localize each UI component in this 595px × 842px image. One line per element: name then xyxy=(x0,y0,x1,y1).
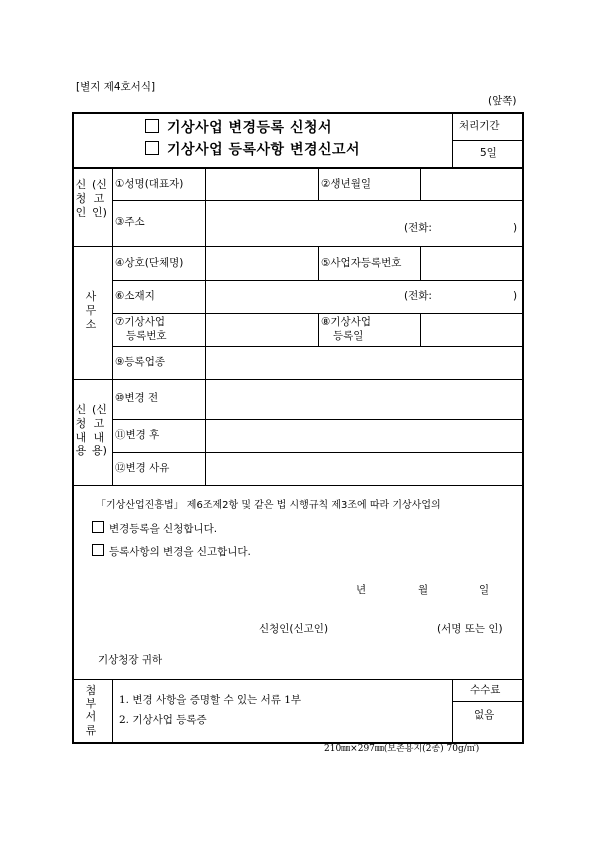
office-section-label: 사 무 소 xyxy=(85,290,97,331)
business-registration-label: ⑤사업자등록번호 xyxy=(321,257,402,269)
attachment-item-1: 1. 변경 사항을 증명할 수 있는 서류 1부 xyxy=(119,694,302,706)
addressee: 기상청장 귀하 xyxy=(98,654,163,666)
day-label: 일 xyxy=(479,584,490,596)
year-label: 년 xyxy=(356,584,367,596)
after-change-label: ⑪변경 후 xyxy=(115,429,160,441)
checkbox-icon[interactable] xyxy=(92,521,104,533)
month-label: 월 xyxy=(418,584,429,596)
attachment-item-2: 2. 기상사업 등록증 xyxy=(119,714,207,726)
change-reason-label: ⑫변경 사유 xyxy=(115,462,170,474)
content-section-label: 신 청 내 용 xyxy=(75,403,87,458)
frame-top xyxy=(72,112,524,114)
checkbox-icon[interactable] xyxy=(145,141,159,155)
birth-date-label: ②생년월일 xyxy=(321,178,371,190)
business-type-label: ⑨등록업종 xyxy=(115,356,165,368)
name-label: ①성명(대표자) xyxy=(115,178,184,190)
trade-name-label: ④상호(단체명) xyxy=(115,257,184,269)
before-change-label: ⑩변경 전 xyxy=(115,392,159,404)
paper-spec-footer: 210㎜×297㎜(보존용지(2종) 70g/㎡) xyxy=(324,744,480,754)
content-section-sub: (신 고 내 용) xyxy=(92,403,107,458)
form-number-label: [별지 제4호서식] xyxy=(76,81,156,93)
processing-period-value: 5일 xyxy=(480,147,497,159)
fee-label: 수수료 xyxy=(470,684,501,696)
registration-date-label-2: 등록일 xyxy=(333,330,364,342)
option-report-change: 등록사항의 변경을 신고합니다. xyxy=(92,544,251,559)
applicant-section-sub: (신 고 인) xyxy=(92,178,107,219)
declaration-text: 「기상산업진흥법」 제6조제2항 및 같은 법 시행규칙 제3조에 따라 기상사업의 xyxy=(96,500,441,511)
registration-number-label-1: ⑦기상사업 xyxy=(115,316,165,328)
checkbox-icon[interactable] xyxy=(145,119,159,133)
title-line-1: 기상사업 변경등록 신청서 xyxy=(145,119,332,137)
office-phone-label: (전화: xyxy=(404,290,432,302)
processing-period-label: 처리기간 xyxy=(459,120,500,132)
attachments-section-label: 첨 부 서 류 xyxy=(85,684,97,737)
applicant-section-label: 신 청 인 xyxy=(75,178,87,219)
checkbox-icon[interactable] xyxy=(92,544,104,556)
applicant-phone-close: ) xyxy=(513,222,518,234)
applicant-signature-label: 신청인(신고인) xyxy=(259,623,329,635)
option-change-registration: 변경등록을 신청합니다. xyxy=(92,521,217,536)
frame-right xyxy=(522,112,524,743)
registration-number-label-2: 등록번호 xyxy=(126,330,167,342)
signature-hint: (서명 또는 인) xyxy=(437,623,503,635)
title-line-2: 기상사업 등록사항 변경신고서 xyxy=(145,141,360,159)
address-label: ③주소 xyxy=(115,216,145,228)
front-page-note: (앞쪽) xyxy=(488,95,517,107)
office-phone-close: ) xyxy=(513,290,518,302)
applicant-phone-label: (전화: xyxy=(404,222,432,234)
location-label: ⑥소재지 xyxy=(115,290,155,302)
fee-value: 없음 xyxy=(474,709,495,721)
registration-date-label-1: ⑧기상사업 xyxy=(321,316,371,328)
